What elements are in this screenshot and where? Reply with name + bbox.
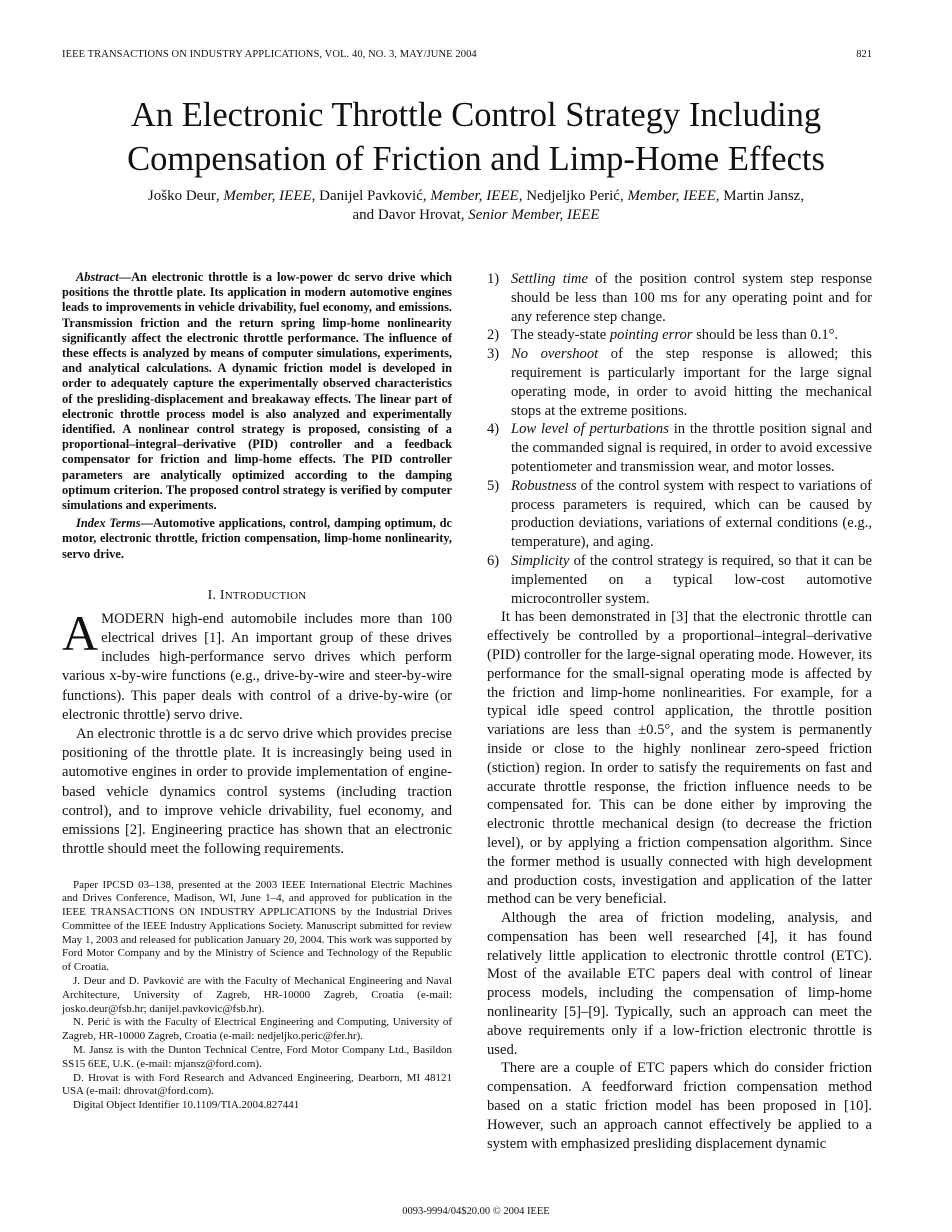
author-list bbox=[40, 187, 912, 225]
abstract: Abstract—An electronic throttle is a low-power dc servo drive which positions the throttle plate. Its application in modern automotive engines leads to improvements in vehicle drivability, fuel economy, and emissions. Transmission friction and the return spring limp-home nonlinearity significantly affect the electronic throttle performance. The influence of these effects is analyzed by means of computer simulations, experiments, and analytical calculations. A dynamic friction model is developed in order to adequately capture the experimentally observed characteristics of the presliding-displacement and breakaway effects. The linear part of electronic throttle process model is also analyzed and experimentally identified. A nonlinear control strategy is proposed, consisting of a proportional–integral–derivative (PID) controller and a feedback compensator for friction and limp-home effects. The PID controller parameters are analytically optimized according to the damping optimum criterion. The proposed control strategy is verified by computer simulations and experiments. bbox=[62, 270, 452, 513]
index-terms: Index Terms—Automotive applications, control, damping optimum, dc motor, electronic throttle, friction compensation, limp-home nonlinearity, servo drive. bbox=[62, 516, 452, 561]
drop-cap: A bbox=[62, 604, 99, 661]
author: and Davor Hrovat, Senior Member, IEEE bbox=[352, 207, 600, 223]
list-item: 4) Low level of perturbations in the throttle position signal and the commanded signal is required, in order to avoid excessive potentiometer and transmission wear, and motor losses. bbox=[487, 421, 872, 475]
section-heading: I. INTRODUCTION bbox=[207, 587, 307, 603]
body-paragraph: There are a couple of ETC papers which do consider friction compensation. A feedforward friction compensation method based on a static friction model has been proposed in [10]. However, such an approach cannot effectively be applied to a system with emphasized presliding displacement dynamic bbox=[487, 1060, 872, 1152]
body-paragraph: It has been demonstrated in [3] that the electronic throttle can effectively be controlled by a proportional–integral–derivative (PID) controller for the large-signal operating mode. However, its performance for the small-signal operating mode is affected by the friction and limp-home nonlinearities. For example, for a typical idle speed control application, the throttle position variations are less than ±0.5°, and the system is permanently inside or close to the highly nonlinear zero-speed friction (stiction) region. In order to satisfy the requirements on fast and accurate throttle response, the friction influence needs to be compensated for. This can be done either by improving the electronic throttle mechanical design (to decrease the friction level), or by applying a friction compensation algorithm. Since the former method is usually connected with high development and production costs, investigation and application of the latter method can be very beneficial. bbox=[487, 609, 872, 908]
requirements-list bbox=[487, 270, 872, 608]
copyright-line: 0093-9994/04$20.00 © 2004 IEEE bbox=[402, 1206, 550, 1217]
list-item: 6) Simplicity of the control strategy is required, so that it can be implemented on a typical low-cost automotive microcontroller system. bbox=[487, 552, 872, 607]
paper-title: An Electronic Throttle Control Strategy Including Compensation of Friction and Limp-Home Effects bbox=[127, 96, 825, 178]
intro-paragraph: An electronic throttle is a dc servo drive which provides precise positioning of the throttle plate. It is increasingly being used in automotive engines in order to provide implementation of engine-based vehicle dynamics control systems (including traction control), and to improve vehicle drivability, fuel economy, and emissions [2]. Engineering practice has shown that an electronic throttle should meet the following requirements. bbox=[62, 726, 452, 858]
author: Danijel Pavković, Member, IEEE, bbox=[319, 188, 527, 204]
author: Martin Jansz, bbox=[723, 188, 805, 204]
page-number: 821 bbox=[856, 49, 872, 60]
running-head: IEEE TRANSACTIONS ON INDUSTRY APPLICATIONS, VOL. 40, NO. 3, MAY/JUNE 2004 bbox=[62, 49, 477, 60]
footnote: Paper IPCSD 03–138, presented at the 2003 IEEE International Electric Machines and Drives Conference, Madison, WI, June 1–4, and approved for publication in the IEEE TRANSACTIONS ON INDUSTRY APPLICATIONS by the Industrial Drives Committee of the IEEE Industry Applications Society. Manuscript submitted for review May 1, 2003 and released for publication January 20, 2004. This work was supported by Ford Motor Company and by the Ministry of Science and Technology of the Republic of Croatia. J. Deur and D. Pavković are with the Faculty of Mechanical Engineering and Naval Architecture, University of Zagreb, HR-10000 Zagreb, Croatia (e-mail: josko.deur@fsb.hr; danijel.pavkovic@fsb.hr). N. Perić is with the Faculty of Electrical Engineering and Computing, University of Zagreb, HR-10000 Zagreb, Croatia (e-mail: nedjeljko.peric@fer.hr). M. Jansz is with the Dunton Technical Centre, Ford Motor Company Ltd., Basildon SS15 6EE, U.K. (e-mail: mjansz@ford.com). D. Hrovat is with Ford Research and Advanced Engineering, Dearborn, MI 48121 USA (e-mail: dhrovat@ford.com). Digital Object Identifier 10.1109/TIA.2004.827441 bbox=[62, 874, 452, 1114]
list-item: 3) No overshoot of the step response is allowed; this requirement is particularly important for the large signal operating mode, in order to avoid hitting the mechanical stops at the extreme positions. bbox=[487, 346, 872, 419]
left-column bbox=[62, 270, 452, 1113]
author: Nedjeljko Perić, Member, IEEE, bbox=[526, 188, 724, 204]
list-item: 2) The steady-state pointing error should be less than 0.1°. bbox=[487, 327, 839, 344]
author: Joško Deur, Member, IEEE, bbox=[147, 188, 320, 204]
list-item: 5) Robustness of the control system with respect to variations of process parameters is required, which can be caused by production deviations, variations of external conditions (e.g., temperature), and aging. bbox=[487, 477, 872, 551]
body-paragraph: Although the area of friction modeling, analysis, and compensation has been well researched [4], it has found relatively little application to electronic throttle control (ETC). Most of the available ETC papers deal with control of linear process models, including the compensation of limp-home nonlinearity [5]–[9]. Typically, such an approach can meet the above requirements only if a low-friction electronic throttle is used. bbox=[487, 910, 872, 1058]
right-column bbox=[487, 270, 872, 1153]
list-item: 1) Settling time of the position control system step response should be less than 100 ms for any operating point and for any reference step change. bbox=[487, 271, 872, 325]
intro-paragraph: A MODERN high-end automobile includes more than 100 electrical drives [1]. An important group of these drives includes high-performance servo drives which perform various x-by-wire functions (e.g., drive-by-wire and steer-by-wire functions). This paper deals with control of a drive-by-wire (or electronic throttle) servo drive. bbox=[62, 604, 452, 723]
